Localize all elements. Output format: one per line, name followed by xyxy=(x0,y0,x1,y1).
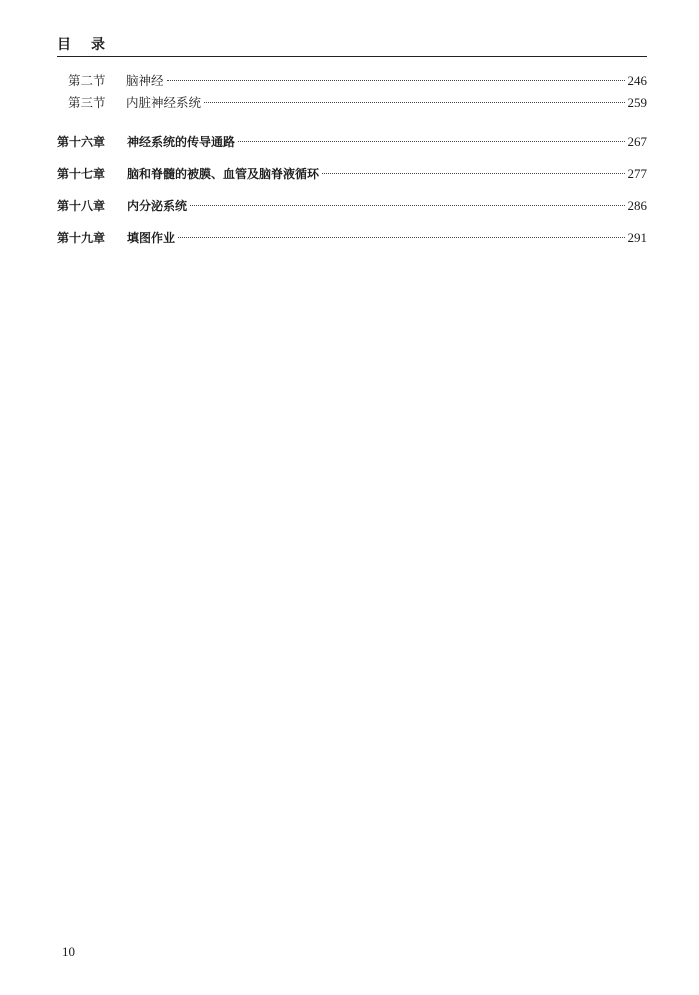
toc-entry-chapter xyxy=(57,222,647,254)
toc-section-title: 内脏神经系统 xyxy=(126,95,202,110)
toc-chapter-title: 神经系统的传导通路 xyxy=(127,135,236,149)
toc-chapter-number: 第十六章 xyxy=(57,135,106,149)
footer-page-number: 10 xyxy=(62,944,75,959)
toc-section-number: 第二节 xyxy=(68,73,106,88)
toc-leader-dots xyxy=(238,140,624,142)
toc-leader-dots xyxy=(190,204,624,206)
toc-leader-dots xyxy=(167,79,625,81)
toc-chapter-number: 第十九章 xyxy=(57,231,106,245)
toc-page-number: 277 xyxy=(627,166,647,181)
toc-chapter-title: 脑和脊髓的被膜、血管及脑脊液循环 xyxy=(127,167,320,181)
toc-section-title: 脑神经 xyxy=(126,73,164,88)
toc-entry-chapter xyxy=(57,126,647,158)
toc-page-number: 246 xyxy=(627,73,647,88)
toc-chapter-title: 填图作业 xyxy=(127,231,176,245)
page-title: 目录 xyxy=(57,37,125,53)
toc-chapter-number: 第十七章 xyxy=(57,167,106,181)
toc-entry-chapter xyxy=(57,190,647,222)
table-of-contents xyxy=(57,70,647,254)
toc-entry-chapter xyxy=(57,158,647,190)
toc-page-number: 291 xyxy=(627,230,647,245)
toc-chapter-number: 第十八章 xyxy=(57,199,106,213)
toc-page-number: 267 xyxy=(627,134,647,149)
toc-page-number: 286 xyxy=(627,198,647,213)
toc-chapter-title: 内分泌系统 xyxy=(127,199,188,213)
page-header xyxy=(57,32,647,57)
toc-entry-section xyxy=(57,92,647,114)
toc-section-number: 第三节 xyxy=(68,95,106,110)
toc-page-number: 259 xyxy=(627,95,647,110)
toc-entry-section xyxy=(57,70,647,92)
toc-leader-dots xyxy=(178,236,624,238)
toc-leader-dots xyxy=(322,172,624,174)
toc-leader-dots xyxy=(204,101,624,103)
